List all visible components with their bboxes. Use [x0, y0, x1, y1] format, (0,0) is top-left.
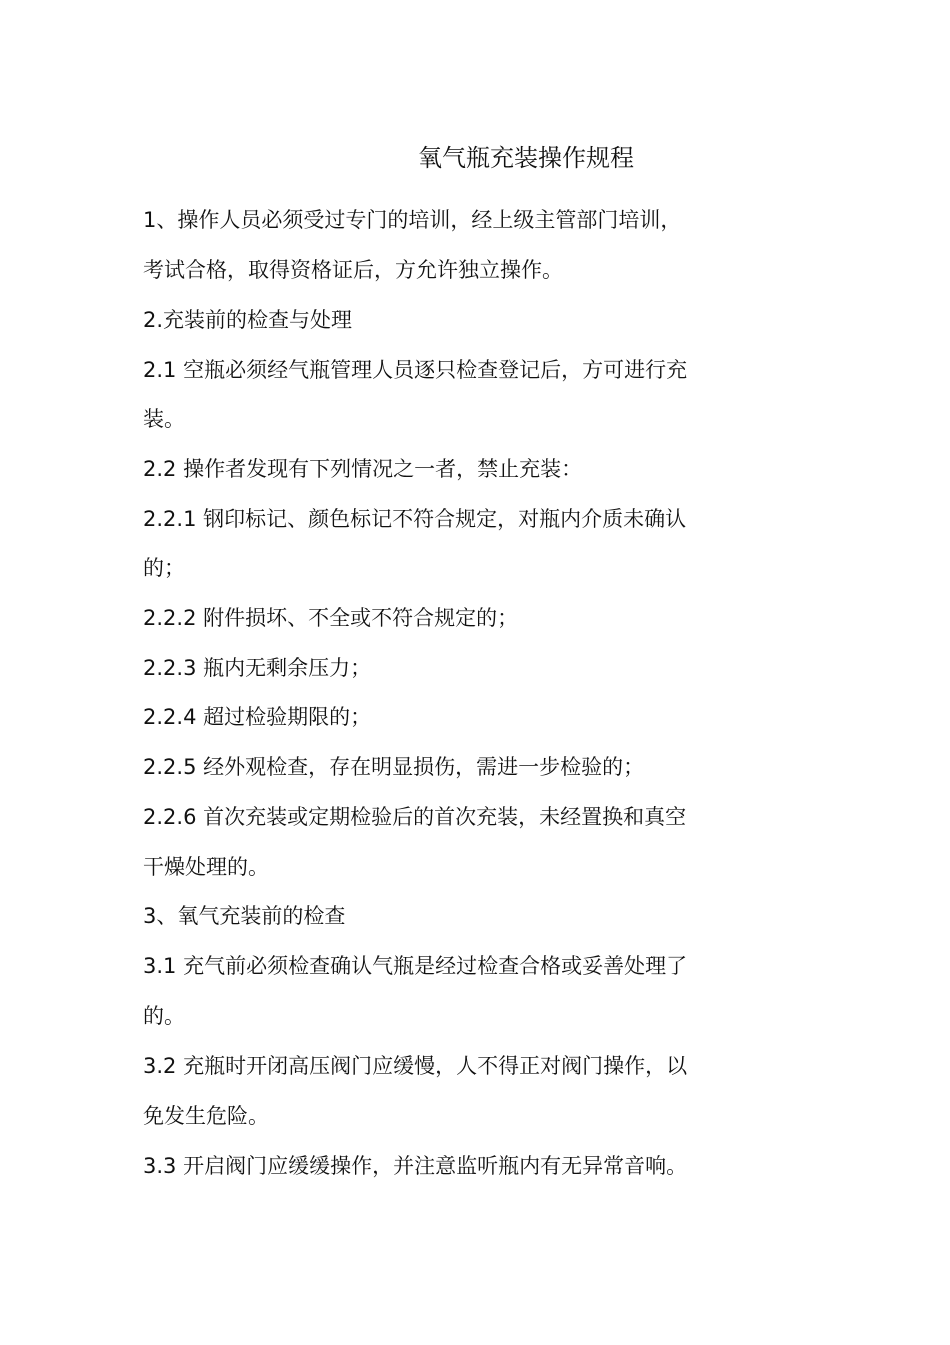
text-line: 2.2.3 瓶内无剩余压力； — [143, 656, 372, 680]
text-line: 2.2 操作者发现有下列情况之一者，禁止充装： — [143, 457, 583, 481]
text-line: 1、操作人员必须受过专门的培训，经上级主管部门培训， — [143, 208, 682, 232]
section-heading: 3、氧气充装前的检查 — [143, 904, 346, 928]
text-line: 3.1 充气前必须检查确认气瓶是经过检查合格或妥善处理了 — [143, 954, 688, 978]
text-line: 3.3 开启阀门应缓缓操作，并注意监听瓶内有无异常音响。 — [143, 1154, 688, 1178]
text-line: 干燥处理的。 — [143, 855, 269, 879]
text-line: 的； — [143, 556, 185, 580]
text-line: 的。 — [143, 1004, 185, 1028]
text-line: 装。 — [143, 407, 185, 431]
text-line: 2.2.2 附件损坏、不全或不符合规定的； — [143, 606, 519, 630]
document-title: 氧气瓶充装操作规程 — [418, 144, 634, 172]
text-line: 2.1 空瓶必须经气瓶管理人员逐只检查登记后，方可进行充 — [143, 358, 688, 382]
text-line: 2.2.6 首次充装或定期检验后的首次充装，未经置换和真空 — [143, 805, 687, 829]
text-line: 3.2 充瓶时开闭高压阀门应缓慢，人不得正对阀门操作，以 — [143, 1054, 688, 1078]
text-line: 2.2.4 超过检验期限的； — [143, 705, 372, 729]
text-line: 2.2.5 经外观检查，存在明显损伤，需进一步检验的； — [143, 755, 645, 779]
text-line: 2.2.1 钢印标记、颜色标记不符合规定，对瓶内介质未确认 — [143, 507, 687, 531]
text-line: 考试合格，取得资格证后，方允许独立操作。 — [143, 258, 563, 282]
section-heading: 2.充装前的检查与处理 — [143, 308, 353, 332]
text-line: 免发生危险。 — [143, 1104, 269, 1128]
